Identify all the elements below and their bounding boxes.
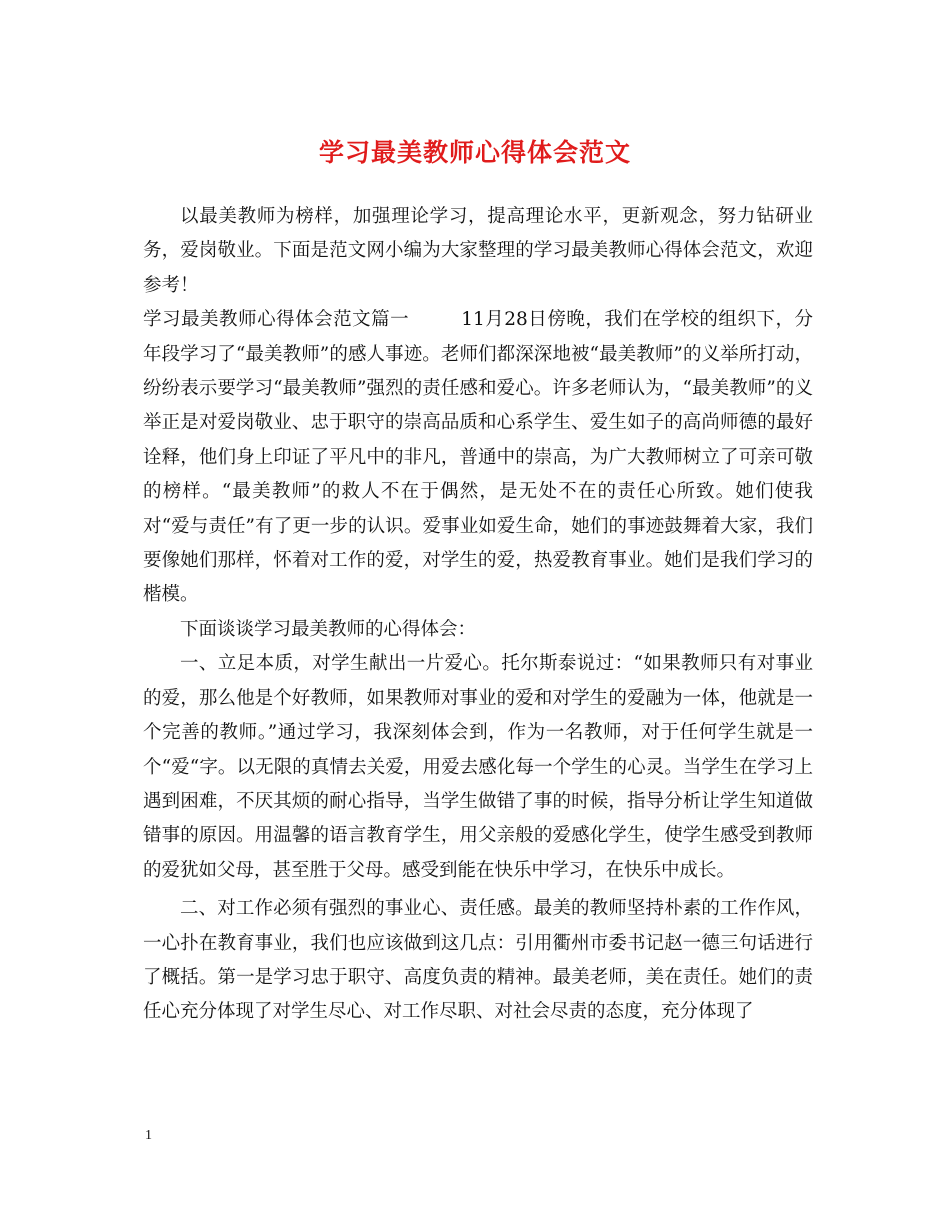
intro-paragraph: 以最美教师为榜样，加强理论学习，提高理论水平，更新观念，努力钻研业务，爱岗敬业。下面是范文网小编为大家整理的学习最美教师心得体会范文，欢迎参考！ <box>143 206 813 296</box>
document-title: 学习最美教师心得体会范文 <box>318 138 631 167</box>
section1-heading: 学习最美教师心得体会范文篇一 <box>143 309 410 331</box>
talk-paragraph: 下面谈谈学习最美教师的心得体会： <box>180 618 477 640</box>
section1-text: 11月28日傍晚，我们在学校的组织下，分年段学习了“最美教师”的感人事迹。老师们都深深地被“最美教师”的义举所打动，纷纷表示要学习“最美教师”强烈的责任感和爱心。许多老师认为，“最美教师”的义举正是对爱岗敬业、忠于职守的崇高品质和心系学生、爱生如子的高尚师德的最好诠释，他们身上印证了平凡中的非凡，普通中的崇高，为广大教师树立了可亲可敬的榜样。“最美教师”的救人不在于偶然，是无处不在的责任心所致。她们使我对“爱与责任”有了更一步的认识。爱事业如爱生命，她们的事迹鼓舞着大家，我们要像她们那样，怀着对工作的爱，对学生的爱，热爱教育事业。她们是我们学习的楷模。 <box>143 309 813 606</box>
page-number: 1 <box>145 1128 152 1143</box>
point-one-paragraph: 一、立足本质，对学生献出一片爱心。托尔斯泰说过：“如果教师只有对事业的爱，那么他是个好教师，如果教师对事业的爱和对学生的爱融为一体，他就是一个完善的教师。”通过学习，我深刻体会到，作为一名教师，对于任何学生就是一个“爱“字。以无限的真情去关爱，用爱去感化每一个学生的心灵。当学生在学习上遇到困难，不厌其烦的耐心指导，当学生做错了事的时候，指导分析让学生知道做错事的原因。用温馨的语言教育学生，用父亲般的爱感化学生，使学生感受到教师的爱犹如父母，甚至胜于父母。感受到能在快乐中学习，在快乐中成长。 <box>143 653 813 881</box>
document-body <box>143 200 813 1030</box>
section1-paragraph <box>143 303 813 613</box>
point-two-paragraph: 二、对工作必须有强烈的事业心、责任感。最美的教师坚持朴素的工作作风，一心扑在教育事业，我们也应该做到这几点：引用衢州市委书记赵一德三句话进行了概括。第一是学习忠于职守、高度负责的精神。最美老师，美在责任。她们的责任心充分体现了对学生尽心、对工作尽职、对社会尽责的态度，充分体现了 <box>143 898 813 1023</box>
